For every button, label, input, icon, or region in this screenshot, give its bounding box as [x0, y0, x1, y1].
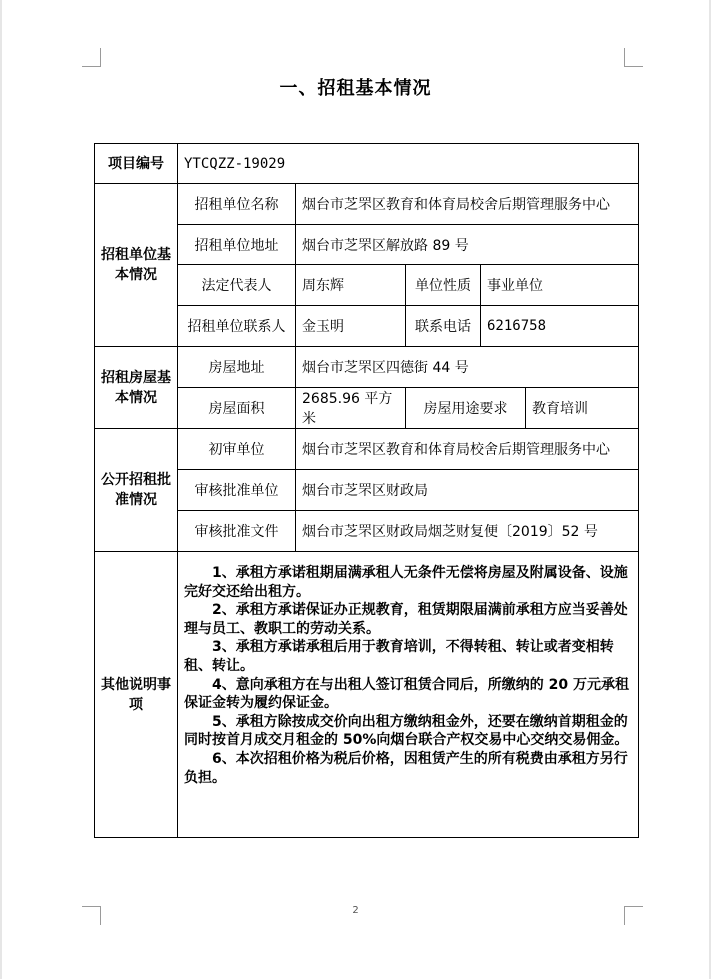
contact-value: 金玉明: [296, 306, 406, 347]
note-item-1: 1、承租方承诺租期届满承租人无条件无偿将房屋及附属设备、设施完好交还给出租方。: [184, 565, 628, 600]
note-item-6: 6、本次招租价格为税后价格，因租赁产生的所有税费由承租方另行负担。: [184, 750, 628, 786]
project-no-label: 项目编号: [95, 144, 178, 184]
table-row: [95, 144, 639, 184]
approve-doc-label: 审核批准文件: [178, 511, 296, 552]
house-addr-value: 烟台市芝罘区四德街 44 号: [296, 347, 639, 388]
house-area-label: 房屋面积: [178, 388, 296, 429]
approve-doc-value: 烟台市芝罘区财政局烟芝财复便〔2019〕52 号: [296, 511, 639, 552]
approve-unit-value: 烟台市芝罘区财政局: [296, 470, 639, 511]
project-no-value: YTCQZZ-19029: [178, 144, 639, 184]
unit-group-label: 招租单位基本情况: [95, 184, 178, 347]
note-item-4: 4、意向承租方在与出租人签订租赁合同后，所缴纳的 20 万元承租保证金转为履约保证金。: [184, 676, 629, 712]
table-row: [95, 347, 639, 388]
unit-type-value: 事业单位: [481, 265, 639, 306]
house-use-value: 教育培训: [526, 388, 639, 429]
corner-mark-top-right: [624, 48, 643, 67]
house-group-label: 招租房屋基本情况: [95, 347, 178, 429]
corner-mark-top-left: [82, 48, 101, 67]
first-review-label: 初审单位: [178, 429, 296, 470]
legal-rep-label: 法定代表人: [178, 265, 296, 306]
contact-label: 招租单位联系人: [178, 306, 296, 347]
notes-content: [178, 552, 639, 838]
note-item-3: 3、承租方承诺承租后用于教育培训，不得转租、转让或者变相转租、转让。: [184, 639, 614, 674]
unit-addr-value: 烟台市芝罘区解放路 89 号: [296, 225, 639, 265]
notes-label: 其他说明事项: [95, 552, 178, 838]
table-row: [95, 429, 639, 470]
unit-name-value: 烟台市芝罘区教育和体育局校舍后期管理服务中心: [296, 184, 639, 225]
note-item-5: 5、承租方除按成交价向出租方缴纳租金外，还要在缴纳首期租金的同时按首月成交月租金的 50%向烟台联合产权交易中心交纳交易佣金。: [184, 713, 629, 749]
unit-addr-label: 招租单位地址: [178, 225, 296, 265]
note-item-2: 2、承租方承诺保证办正规教育，租赁期限届满前承租方应当妥善处理与员工、教职工的劳动关系。: [184, 602, 628, 637]
unit-type-label: 单位性质: [406, 265, 481, 306]
table-row: [95, 184, 639, 225]
house-area-value: 2685.96 平方米: [296, 388, 406, 429]
table-row: [95, 552, 639, 838]
legal-rep-value: 周东辉: [296, 265, 406, 306]
house-addr-label: 房屋地址: [178, 347, 296, 388]
phone-value: 6216758: [481, 306, 639, 347]
phone-label: 联系电话: [406, 306, 481, 347]
house-use-label: 房屋用途要求: [406, 388, 526, 429]
rental-info-table: [94, 143, 639, 838]
approve-unit-label: 审核批准单位: [178, 470, 296, 511]
page-title: 一、招租基本情况: [279, 78, 432, 99]
page-number: 2: [352, 905, 359, 916]
approval-group-label: 公开招租批准情况: [95, 429, 178, 552]
page-edge-left: [0, 0, 2, 979]
unit-name-label: 招租单位名称: [178, 184, 296, 225]
first-review-value: 烟台市芝罘区教育和体育局校舍后期管理服务中心: [296, 429, 639, 470]
